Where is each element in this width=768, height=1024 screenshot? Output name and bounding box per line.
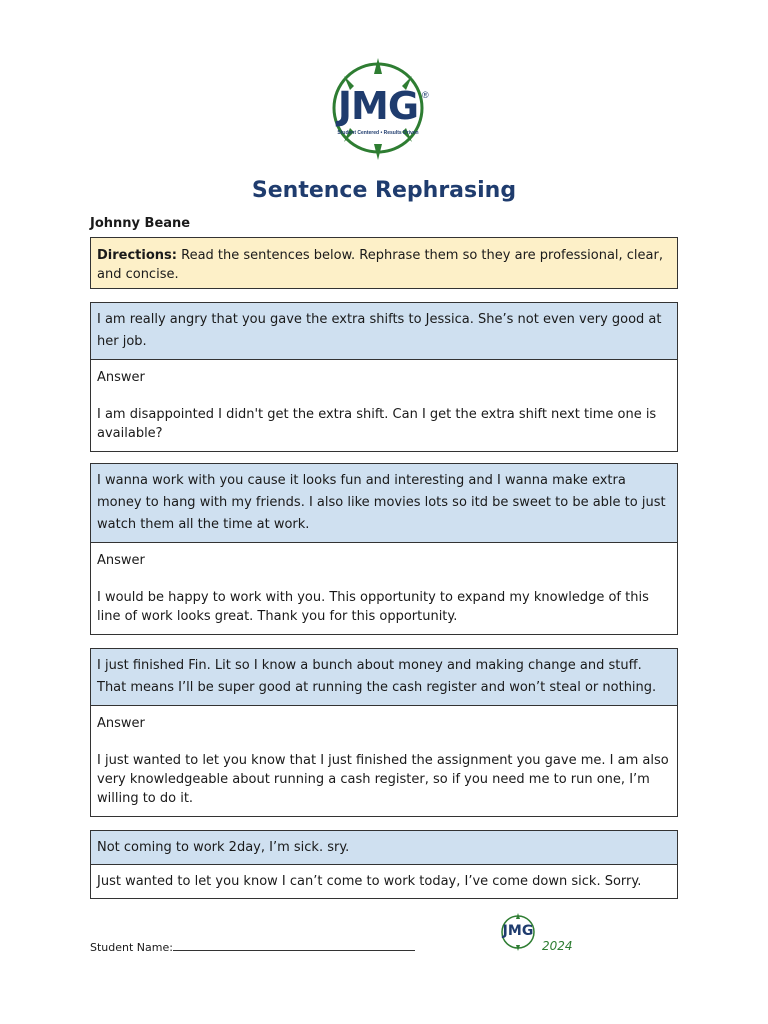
student-name-label: Student Name:	[90, 941, 173, 954]
answer-text[interactable]: Just wanted to let you know I can’t come to work today, I’ve come down sick. Sorry.	[97, 874, 642, 889]
original-sentence: I wanna work with you cause it looks fun and interesting and I wanna make extra money to hang with my friends. I also like movies lots so itd be sweet to be able to just watch them all the time at work.	[91, 464, 677, 543]
answer-label: Answer	[97, 370, 145, 385]
student-name-field	[90, 940, 415, 954]
answer-text: I would be happy to work with you. This opportunity to expand my knowledge of this line of work looks great. Thank you for this opportunity.	[97, 590, 649, 624]
footer-year: 2024	[542, 939, 573, 953]
logo-wordmark: JMG	[337, 84, 419, 128]
original-sentence: Not coming to work 2day, I’m sick. sry.	[91, 831, 677, 865]
answer-area[interactable]	[91, 706, 677, 816]
answer-text: I am disappointed I didn't get the extra shift. Can I get the extra shift next time one is available?	[97, 407, 657, 441]
directions-label: Directions:	[97, 248, 177, 263]
logo-tagline: Student Centered • Results Driven	[337, 130, 419, 136]
rephrase-card-1	[90, 302, 678, 452]
student-name-line[interactable]	[173, 940, 415, 951]
original-sentence: I just finished Fin. Lit so I know a bunch about money and making change and stuff. That means I’ll be super good at running the cash register and won’t steal or nothing.	[91, 649, 677, 706]
answer-label: Answer	[97, 553, 145, 568]
page-title: Sentence Rephrasing	[251, 178, 517, 203]
footer-logo	[496, 912, 544, 952]
rephrase-card-3	[90, 648, 678, 817]
answer-area[interactable]	[91, 543, 677, 634]
student-display-name: Johnny Beane	[90, 216, 191, 231]
jmg-logo	[324, 56, 444, 168]
original-sentence: I am really angry that you gave the extra shifts to Jessica. She’s not even very good at her job.	[91, 303, 677, 360]
answer-text: I just wanted to let you know that I just finished the assignment you gave me. I am also very knowledgeable about running a cash register, so if you need me to run one, I’m willing to do it.	[97, 753, 669, 806]
directions-box	[90, 237, 678, 289]
rephrase-card-2	[90, 463, 678, 635]
answer-label: Answer	[97, 716, 145, 731]
answer-area[interactable]	[91, 360, 677, 451]
registered-mark: ®	[422, 90, 429, 100]
rephrase-card-4	[90, 830, 678, 899]
footer-logo-wordmark: JMG	[502, 923, 534, 939]
header-logo-area	[0, 56, 768, 168]
directions-text: Read the sentences below. Rephrase them so they are professional, clear, and concise.	[97, 248, 663, 282]
